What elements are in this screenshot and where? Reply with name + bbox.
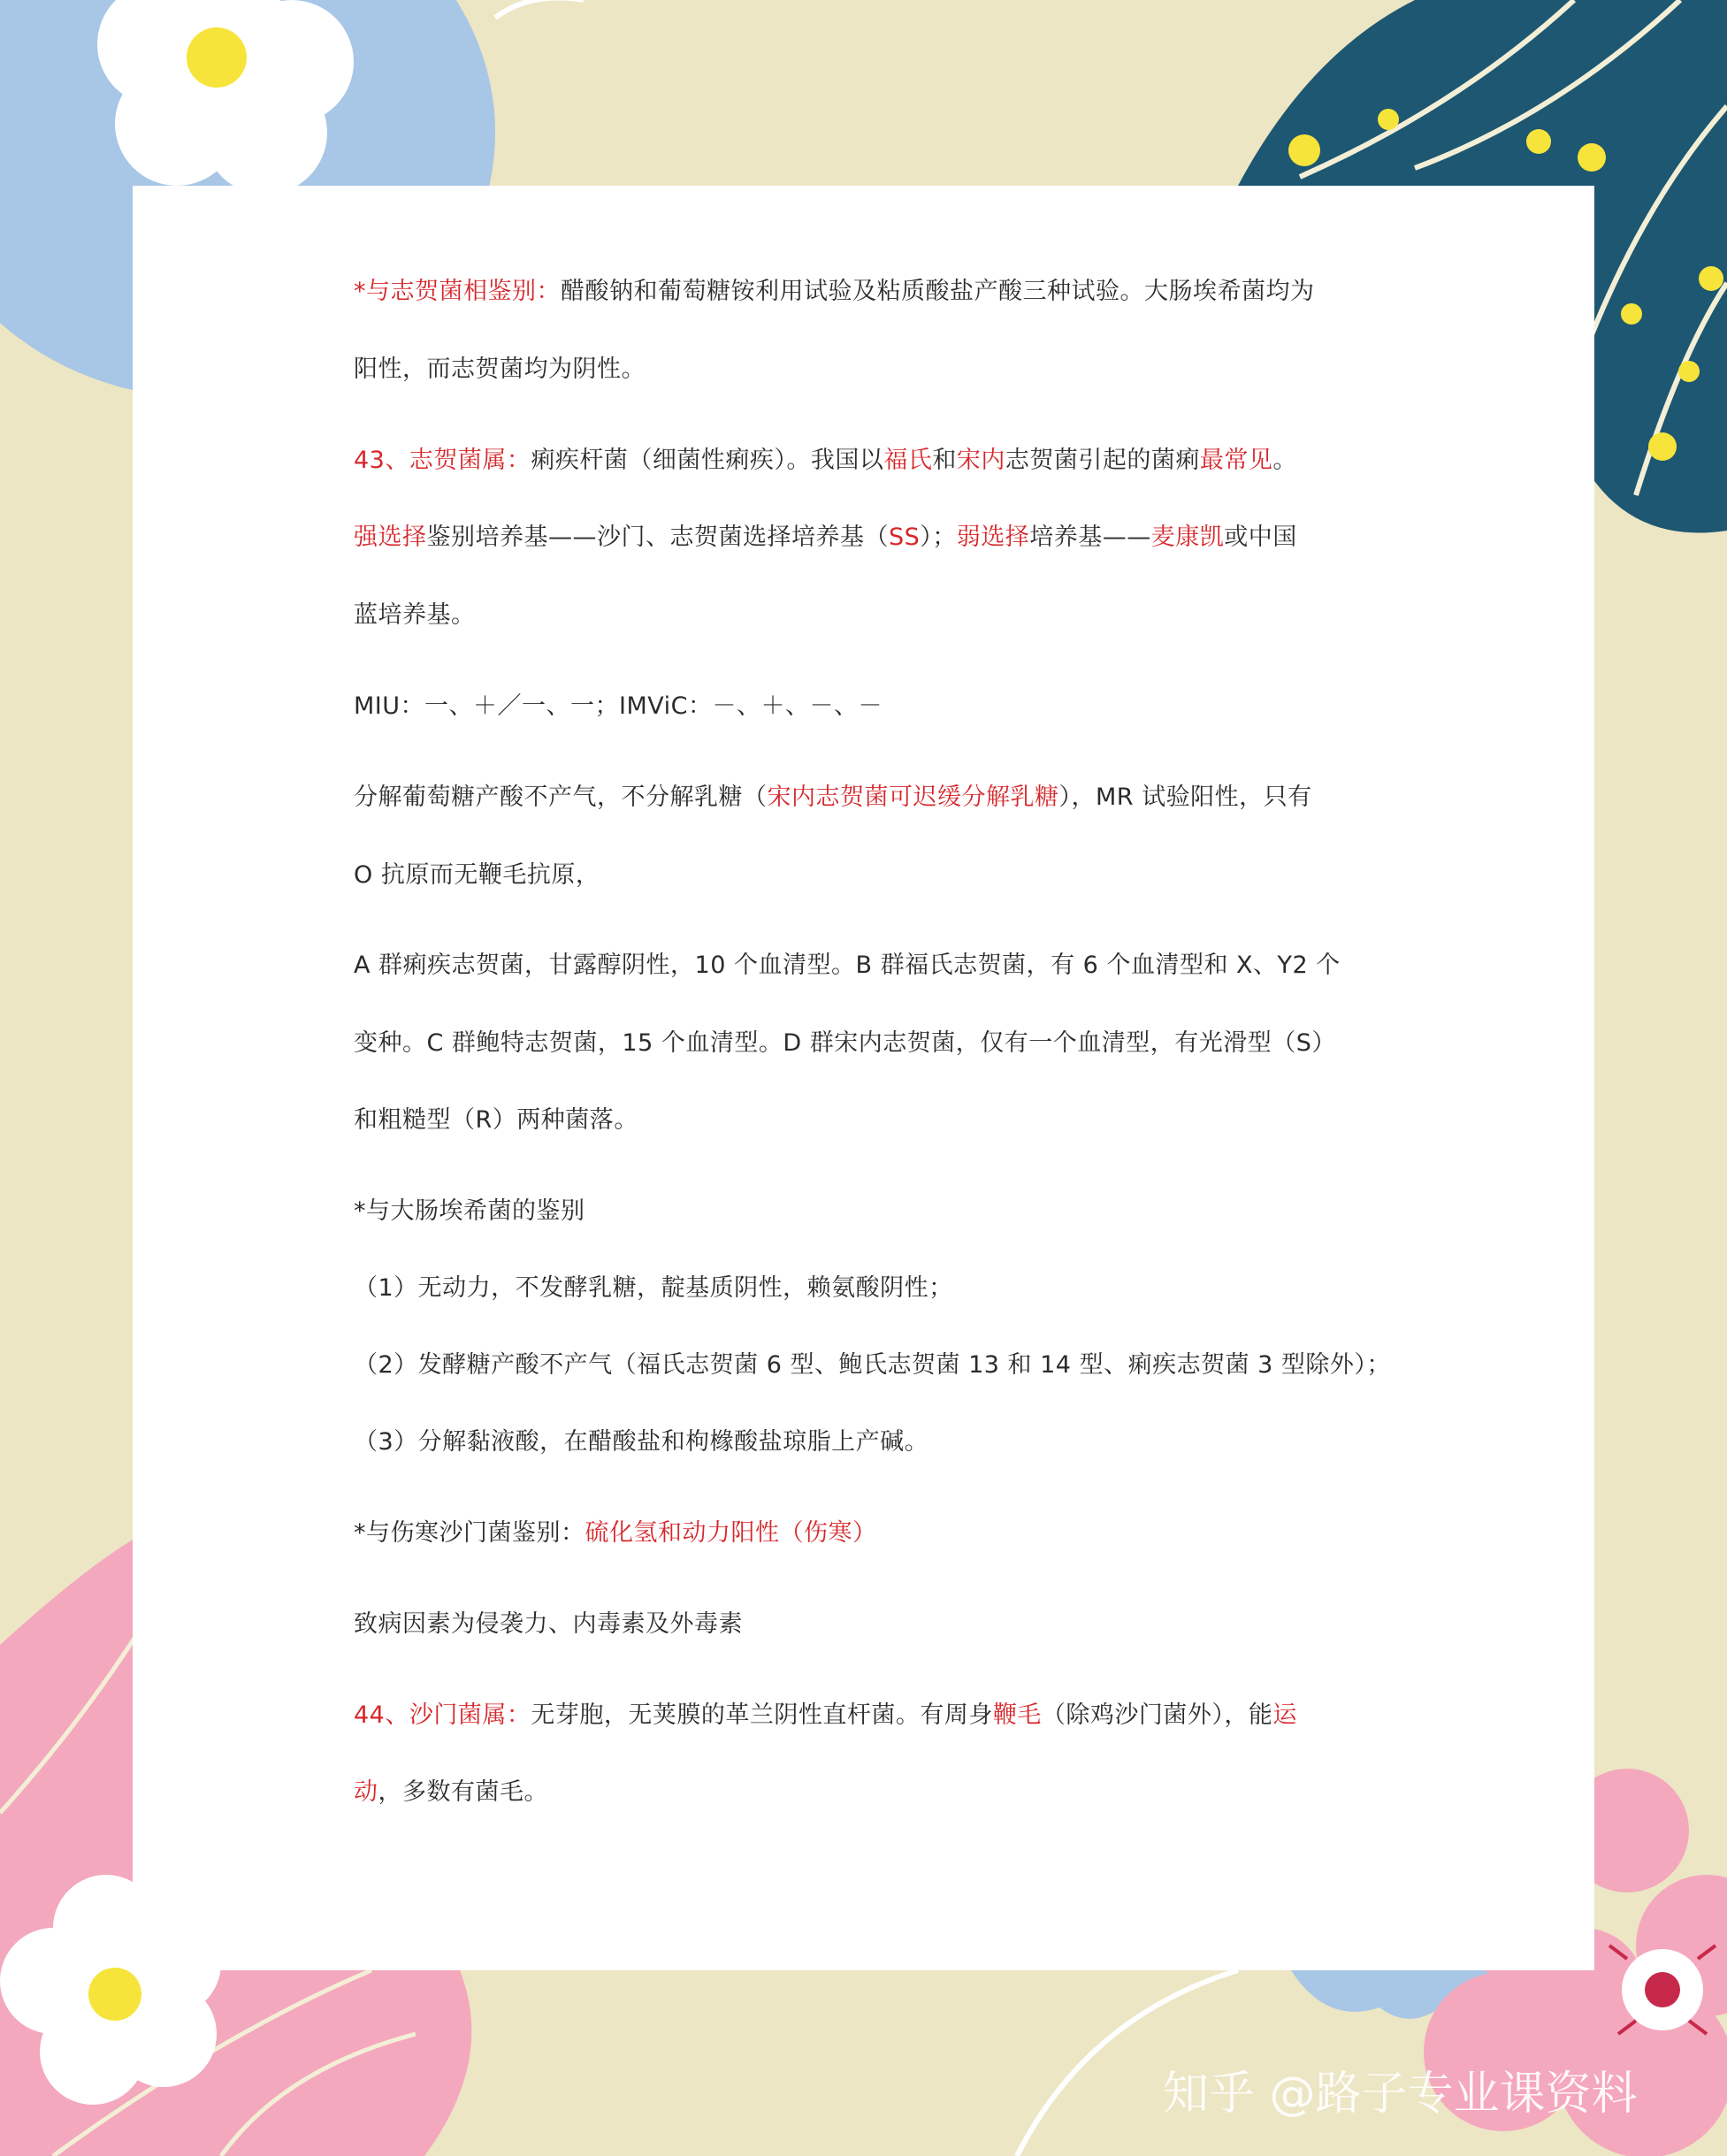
body-text: 培养基—— — [1029, 524, 1151, 551]
text-line — [354, 948, 1341, 983]
body-text: ），MR 试验阳性，只有 — [1058, 784, 1312, 811]
white-flower-icon — [97, 0, 354, 195]
text-line — [354, 520, 1297, 555]
body-text: ）； — [920, 524, 957, 551]
highlight-text: 动 — [354, 1778, 378, 1806]
body-text: 醋酸钠和葡萄糖铵利用试验及粘质酸盐产酸三种试验。大肠埃希菌均为 — [561, 278, 1315, 305]
text-line — [354, 1271, 953, 1306]
body-text: 阳性，而志贺菌均为阴性。 — [354, 356, 646, 383]
text-line — [354, 443, 1297, 478]
highlight-text: SS — [889, 524, 921, 551]
highlight-text: 鞭毛 — [992, 1701, 1042, 1729]
body-text: 致病因素为侵袭力、内毒素及外毒素 — [354, 1610, 743, 1638]
body-text: （2）发酵糖产酸不产气（福氏志贺菌 6 型、鲍氏志贺菌 13 和 14 型、痢疾志贺菌 3 型除外）； — [354, 1351, 1391, 1379]
body-text: 无芽胞，无荚膜的革兰阴性直杆菌。有周身 — [531, 1701, 993, 1729]
body-text: MIU：一、＋／一、一；IMViC：－、＋、－、－ — [354, 692, 883, 720]
text-line — [354, 689, 883, 724]
text-line — [354, 1103, 638, 1138]
body-text: 和粗糙型（R）两种菌落。 — [354, 1106, 638, 1134]
text-line — [354, 1607, 743, 1642]
body-text: A 群痢疾志贺菌，甘露醇阴性，10 个血清型。B 群福氏志贺菌，有 6 个血清型和 X、Y2 个 — [354, 952, 1341, 979]
highlight-text: 弱选择 — [956, 524, 1030, 551]
body-text: O 抗原而无鞭毛抗原， — [354, 861, 600, 889]
text-line — [354, 1194, 585, 1229]
body-text: 鉴别培养基——沙门、志贺菌选择培养基（ — [426, 524, 889, 551]
text-line — [354, 1425, 928, 1460]
body-text: （3）分解黏液酸，在醋酸盐和枸橼酸盐琼脂上产碱。 — [354, 1428, 929, 1456]
body-text: *与大肠埃希菌的鉴别 — [354, 1197, 585, 1225]
text-line — [354, 858, 600, 893]
highlight-text: 44、沙门菌属： — [354, 1701, 531, 1729]
body-text: 蓝培养基。 — [354, 601, 476, 629]
text-line — [354, 274, 1315, 310]
text-line — [354, 598, 476, 633]
body-text: 。 — [1272, 447, 1297, 474]
highlight-text: 福氏 — [883, 447, 933, 474]
text-line — [354, 1775, 548, 1810]
body-text: 痢疾杆菌（细菌性痢疾）。我国以 — [531, 447, 884, 474]
highlight-text: 最常见 — [1199, 447, 1273, 474]
text-line — [354, 1698, 1297, 1733]
body-text: *与伤寒沙门菌鉴别： — [354, 1519, 585, 1547]
highlight-text: *与志贺菌相鉴别： — [354, 278, 561, 305]
highlight-text: 强选择 — [354, 524, 427, 551]
text-line — [354, 352, 646, 387]
body-text: 或中国 — [1224, 524, 1297, 551]
highlight-text: 宋内 — [956, 447, 1005, 474]
document-page — [133, 186, 1594, 1970]
text-line — [354, 780, 1312, 815]
body-text: 志贺菌引起的菌痢 — [1005, 447, 1200, 474]
highlight-text: 硫化氢和动力阳性（伤寒） — [585, 1519, 877, 1547]
body-text: 分解葡萄糖产酸不产气，不分解乳糖（ — [354, 784, 768, 811]
body-text: （1）无动力，不发酵乳糖，靛基质阴性，赖氨酸阴性； — [354, 1274, 953, 1302]
text-line — [354, 1026, 1336, 1061]
highlight-text: 宋内志贺菌可迟缓分解乳糖 — [767, 784, 1059, 811]
body-text: 和 — [932, 447, 957, 474]
highlight-text: 运 — [1272, 1701, 1297, 1729]
body-text: ，多数有菌毛。 — [378, 1778, 548, 1806]
highlight-text: 43、志贺菌属： — [354, 447, 531, 474]
text-line — [354, 1348, 1391, 1383]
body-text: 变种。C 群鲍特志贺菌，15 个血清型。D 群宋内志贺菌，仅有一个血清型，有光滑型（S） — [354, 1029, 1336, 1057]
text-line — [354, 1516, 877, 1551]
body-text: （除鸡沙门菌外），能 — [1041, 1701, 1273, 1729]
watermark-text: 知乎 @路子专业课资料 — [1163, 2068, 1638, 2121]
highlight-text: 麦康凯 — [1150, 524, 1225, 551]
